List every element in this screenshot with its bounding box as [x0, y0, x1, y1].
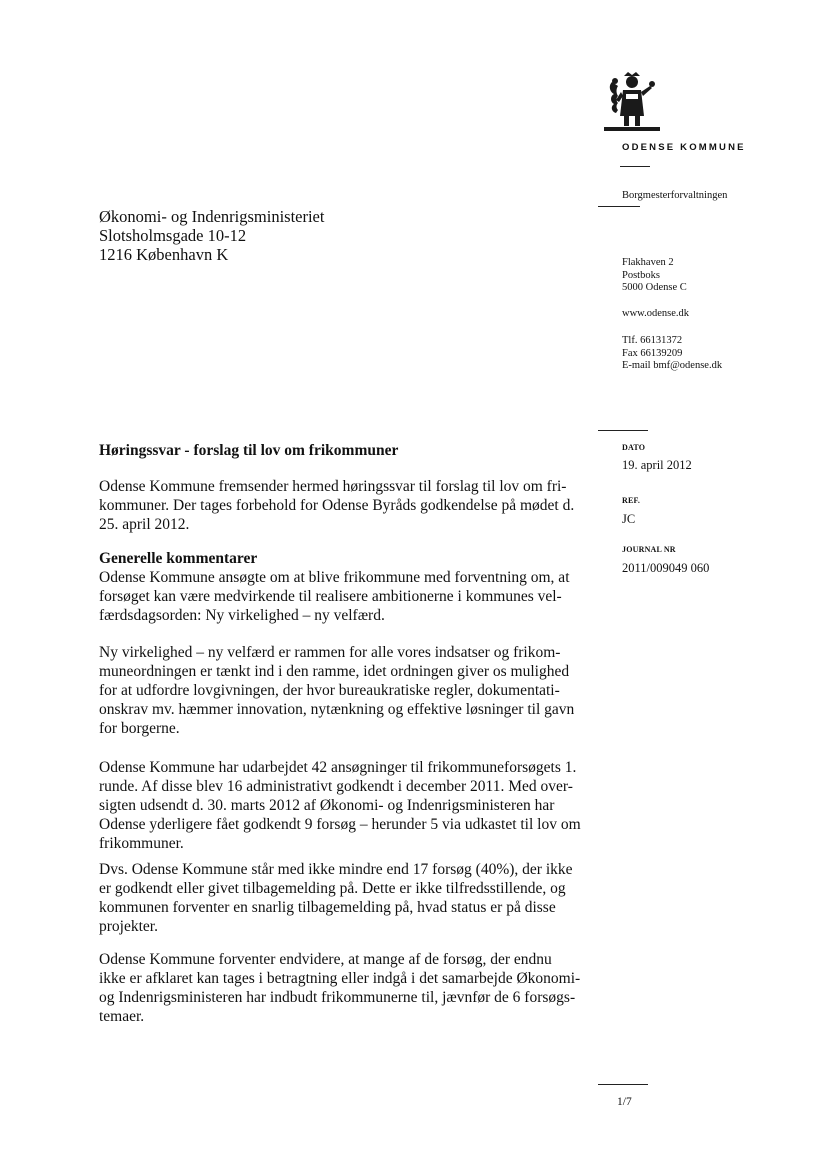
divider-line — [598, 430, 648, 431]
text-line: Dvs. Odense Kommune står med ikke mindre end 17 forsøg (40%), der ikke — [99, 861, 573, 878]
address-line: 5000 Odense C — [622, 282, 687, 293]
text-line: Odense Kommune fremsender hermed høringssvar til forslag til lov om fri- — [99, 478, 567, 495]
recipient-address — [99, 207, 324, 264]
text-line: Odense Kommune ansøgte om at blive frikommune med forventning om, at — [99, 569, 570, 586]
fax-line: Fax 66139209 — [622, 347, 683, 359]
text-line: muneordningen er tænkt ind i den ramme, idet ordningen giver os mulighed — [99, 663, 570, 680]
text-line: kommuner. Der tages forbehold for Odense Byråds godkendelse på mødet d. — [99, 497, 575, 514]
recipient-line: Økonomi- og Indenrigsministeriet — [99, 207, 325, 226]
date-label: DATO — [622, 443, 646, 452]
text-line: kommunen forventer en snarlig tilbagemelding på, hvad status er på disse — [99, 899, 556, 916]
address-line: Flakhaven 2 — [622, 257, 674, 268]
journal-value: 2011/009049 060 — [622, 561, 710, 575]
text-line: er godkendt eller givet tilbagemelding på. Dette er ikke tilfredsstillende, og — [99, 880, 566, 897]
text-line: Odense yderligere fået godkendt 9 forsøg – herunder 5 via udkastet til lov om — [99, 816, 581, 833]
date-value: 19. april 2012 — [622, 458, 692, 472]
paragraph-expectations — [99, 950, 599, 1026]
text-line: Odense Kommune forventer endvidere, at mange af de forsøg, der endnu — [99, 951, 552, 968]
text-line: og Indenrigsministeren har indbudt frikommunerne til, jævnfør de 6 forsøgs- — [99, 989, 576, 1006]
paragraph-intro — [99, 477, 599, 534]
text-line: frikommuner. — [99, 835, 184, 852]
divider-line — [620, 166, 650, 167]
section-heading: Generelle kommentarer — [99, 550, 258, 567]
text-line: temaer. — [99, 1008, 145, 1025]
text-line: forsøget kan være medvirkende til realisere ambitionerne i kommunes vel- — [99, 588, 562, 605]
ref-label: REF. — [622, 496, 641, 505]
page-number: 1/7 — [617, 1096, 632, 1108]
text-line: onskrav mv. hæmmer innovation, nytænkning og effektive løsninger til gavn — [99, 701, 575, 718]
text-line: 25. april 2012. — [99, 516, 190, 533]
department-name: Borgmesterforvaltningen — [622, 190, 728, 201]
text-line: ikke er afklaret kan tages i betragtning eller indgå i det samarbejde Økonomi- — [99, 970, 581, 987]
contact-info — [622, 335, 722, 373]
recipient-line: Slotsholmsgade 10-12 — [99, 226, 247, 245]
divider-line — [598, 1084, 648, 1085]
text-line: runde. Af disse blev 16 administrativt godkendt i december 2011. Med over- — [99, 778, 573, 795]
text-line: for borgerne. — [99, 720, 180, 737]
journal-label: JOURNAL NR — [622, 545, 676, 554]
paragraph-general — [99, 549, 599, 625]
address-line: Postboks — [622, 269, 660, 281]
text-line: Odense Kommune har udarbejdet 42 ansøgninger til frikommuneforsøgets 1. — [99, 759, 577, 776]
sender-address — [622, 257, 687, 295]
paragraph-applications — [99, 758, 599, 853]
text-line: projekter. — [99, 918, 158, 935]
letter-subject: Høringssvar - forslag til lov om frikommuner — [99, 442, 399, 459]
phone-line: Tlf. 66131372 — [622, 335, 683, 346]
text-line: for at udfordre lovgivningen, der hvor bureaukratiske regler, dokumentati- — [99, 682, 560, 699]
website-link[interactable]: www.odense.dk — [622, 308, 689, 319]
text-line: sigten udsendt d. 30. marts 2012 af Økonomi- og Indenrigsministeren har — [99, 797, 555, 814]
recipient-line: 1216 København K — [99, 245, 229, 264]
text-line: Ny virkelighed – ny velfærd er rammen for alle vores indsatser og frikom- — [99, 644, 561, 661]
email-line[interactable]: E-mail bmf@odense.dk — [622, 360, 723, 371]
ref-value: JC — [622, 512, 636, 526]
odense-coat-of-arms-logo — [604, 72, 660, 134]
paragraph-status — [99, 860, 599, 936]
divider-line — [598, 206, 640, 207]
text-line: færdsdagsorden: Ny virkelighed – ny velfærd. — [99, 607, 385, 624]
paragraph-new-reality — [99, 643, 599, 738]
organization-name: ODENSE KOMMUNE — [622, 142, 746, 153]
